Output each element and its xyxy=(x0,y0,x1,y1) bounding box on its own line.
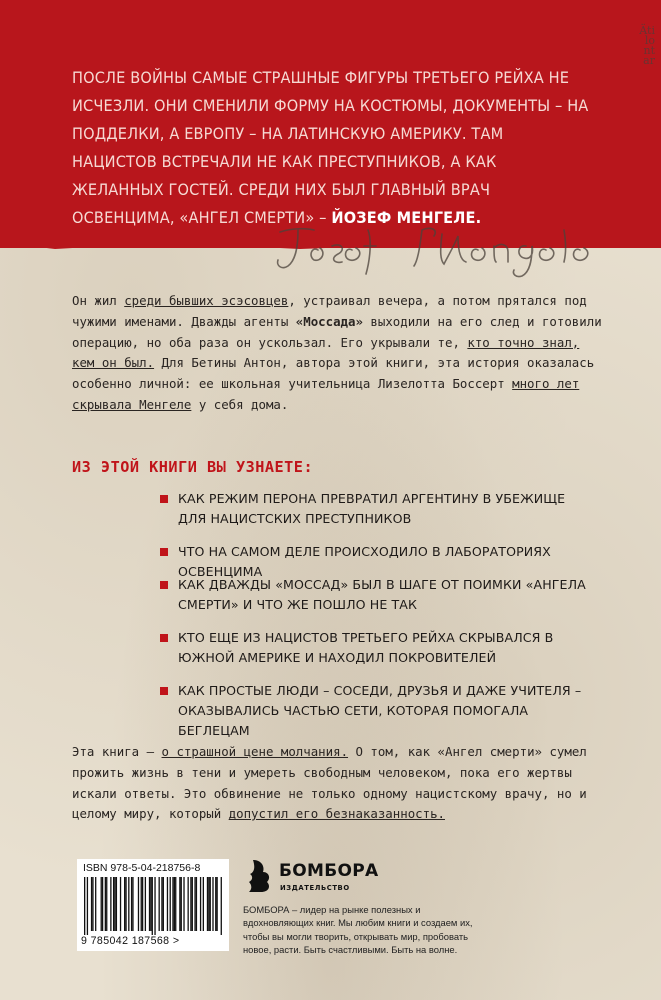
paragraph-conclusion xyxy=(72,742,602,825)
p2-text-2: О том, как «Ангел смерти» сумел прожить жизнь в тени и умереть свободным человеком, пока его жертвы искали ответы. Это обвинение не только одному нацистскому врачу, но и целому миру, который xyxy=(72,744,587,822)
publisher-name: БОМБОРА xyxy=(279,861,379,881)
bullet-square-icon xyxy=(160,581,168,589)
barcode-bar xyxy=(154,877,155,935)
publisher-sub: ИЗДАТЕЛЬСТВО xyxy=(280,884,350,892)
barcode-bar xyxy=(212,877,213,931)
barcode-bar xyxy=(131,877,132,931)
bullet-square-icon xyxy=(160,687,168,695)
barcode-bars xyxy=(84,877,222,935)
barcode-bar xyxy=(167,877,168,931)
barcode-bar xyxy=(92,877,93,931)
intro-text xyxy=(72,64,592,232)
barcode-bar xyxy=(200,877,201,931)
barcode-bar xyxy=(192,877,193,931)
barcode-digits: 9 785042 187568 > xyxy=(81,935,180,947)
barcode-bar xyxy=(105,877,106,931)
barcode-bar xyxy=(208,877,209,931)
barcode-bar xyxy=(207,877,208,931)
bullet-square-icon xyxy=(160,495,168,503)
publisher-logo xyxy=(247,858,397,898)
list-item xyxy=(172,575,592,615)
p1-text-2: , устраивал вечера, а потом прятался под чужими именами. Дважды агенты xyxy=(72,293,587,329)
barcode-bar xyxy=(110,877,111,931)
barcode-bar xyxy=(114,877,115,931)
p1-text-4: Для Бетины Антон, автора этой книги, эта история оказалась особенно личной: ее школьная учительница Лизелотта Боссерт xyxy=(72,355,595,392)
barcode-bar xyxy=(152,877,153,935)
barcode-bar xyxy=(159,877,160,931)
p1-bold-mossad: «Моссада» xyxy=(295,313,363,329)
barcode-bar xyxy=(175,877,176,931)
barcode-bar xyxy=(194,877,195,931)
bombora-wave-icon xyxy=(247,858,271,894)
barcode-bar xyxy=(210,877,211,931)
p2-text-1: Эта книга — xyxy=(72,744,162,759)
barcode-bar xyxy=(221,877,222,935)
barcode-bar xyxy=(161,877,162,931)
barcode-bar xyxy=(172,877,173,931)
barcode-bar xyxy=(128,877,129,931)
barcode-bar xyxy=(116,877,117,931)
barcode-bar xyxy=(174,877,175,931)
bullet-text: КАК РЕЖИМ ПЕРОНА ПРЕВРАТИЛ АРГЕНТИНУ В УБЕЖИЩЕ ДЛЯ НАЦИСТСКИХ ПРЕСТУПНИКОВ xyxy=(178,491,566,526)
handwritten-signature xyxy=(272,216,632,280)
barcode-bar xyxy=(216,877,217,931)
barcode-bar xyxy=(132,877,133,931)
bullet-text: КТО ЕЩЕ ИЗ НАЦИСТОВ ТРЕТЬЕГО РЕЙХА СКРЫВАЛСЯ В ЮЖНОЙ АМЕРИКЕ И НАХОДИЛ ПОКРОВИТЕЛЕЙ xyxy=(178,630,554,665)
bullet-text: КАК ДВАЖДЫ «МОССАД» БЫЛ В ШАГЕ ОТ ПОИМКИ «АНГЕЛА СМЕРТИ» И ЧТО ЖЕ ПОШЛО НЕ ТАК xyxy=(178,577,586,612)
bullet-text: КАК ПРОСТЫЕ ЛЮДИ – СОСЕДИ, ДРУЗЬЯ И ДАЖЕ УЧИТЕЛЯ – ОКАЗЫВАЛИСЬ ЧАСТЬЮ СЕТИ, КОТОРАЯ ПОМОГАЛА БЕГЛЕЦАМ xyxy=(178,683,582,738)
barcode-bar xyxy=(188,877,189,931)
barcode-bar xyxy=(183,877,184,931)
barcode-bar xyxy=(113,877,114,931)
barcode-bar xyxy=(203,877,204,931)
barcode-bar xyxy=(124,877,125,931)
list-item xyxy=(172,681,592,741)
isbn-label: ISBN 978-5-04-218756-8 xyxy=(83,862,201,874)
barcode-bar xyxy=(91,877,92,931)
p2-underline-2: допустил его безнаказанность. xyxy=(228,806,445,822)
barcode-bar xyxy=(190,877,191,931)
barcode-bar xyxy=(106,877,107,931)
barcode-bar xyxy=(120,877,121,931)
list-item xyxy=(172,628,592,668)
barcode-bar xyxy=(87,877,88,935)
barcode-bar xyxy=(142,877,143,931)
paragraph-story xyxy=(72,291,602,416)
barcode-bar xyxy=(170,877,171,931)
corner-handwriting: Äti lo nt ar xyxy=(639,24,655,67)
intro-main: ПОСЛЕ ВОЙНЫ САМЫЕ СТРАШНЫЕ ФИГУРЫ ТРЕТЬЕГО РЕЙХА НЕ ИСЧЕЗЛИ. ОНИ СМЕНИЛИ ФОРМУ НА КОСТЮМЫ, ДОКУМЕНТЫ – НА ПОДДЕЛКИ, А ЕВРОПУ – НА ЛАТИНСКУЮ АМЕРИКУ. ТАМ НАЦИСТОВ ВСТРЕЧАЛИ НЕ КАК ПРЕСТУПНИКОВ, А КАК ЖЕЛАННЫХ ГОСТЕЙ. СРЕДИ НИХ БЫЛ ГЛАВНЫЙ ВРАЧ ОСВЕНЦИМА, «АНГЕЛ СМЕРТИ» – xyxy=(72,68,589,227)
p1-text-1: Он жил xyxy=(72,293,125,308)
barcode-bar xyxy=(196,877,197,931)
barcode-bar xyxy=(95,877,96,931)
barcode-bar xyxy=(149,877,150,931)
barcode-bar xyxy=(163,877,164,931)
publisher-blurb: БОМБОРА – лидер на рынке полезных и вдохновляющих книг. Мы любим книги и создаем их, чтобы вы могли творить, открывать мир, пробовать новое, расти. Быть счастливыми. Быть на волне. xyxy=(243,904,473,955)
bullet-square-icon xyxy=(160,548,168,556)
barcode-bar xyxy=(84,877,85,935)
barcode-bar xyxy=(145,877,146,931)
barcode-bar xyxy=(101,877,102,931)
barcode-bar xyxy=(215,877,216,931)
barcode-bar xyxy=(125,877,126,931)
barcode-bar xyxy=(141,877,142,931)
bullet-text: ЧТО НА САМОМ ДЕЛЕ ПРОИСХОДИЛО В ЛАБОРАТОРИЯХ ОСВЕНЦИМА xyxy=(178,544,551,579)
p1-text-5: у себя дома. xyxy=(191,396,289,412)
section-heading: ИЗ ЭТОЙ КНИГИ ВЫ УЗНАЕТЕ: xyxy=(72,458,314,476)
p1-underline-2: кто точно знал, кем он был. xyxy=(72,334,580,371)
barcode-bar xyxy=(138,877,139,931)
barcode-bar xyxy=(179,877,180,931)
p1-text-3: выходили на его след и готовили операцию, но оба раза он ускользал. Его укрывали те, xyxy=(72,313,602,350)
bullet-square-icon xyxy=(160,634,168,642)
p1-underline-3: много лет скрывала Менгеле xyxy=(72,376,580,412)
barcode-bar xyxy=(181,877,182,931)
p1-underline-1: среди бывших эсэсовцев xyxy=(124,293,289,308)
barcode-bar xyxy=(102,877,103,931)
intro-name: ЙОЗЕФ МЕНГЕЛЕ. xyxy=(331,208,482,227)
list-item xyxy=(172,489,592,529)
p2-underline-1: о страшной цене молчания. xyxy=(161,744,349,759)
barcode-bar xyxy=(150,877,151,931)
barcode-block xyxy=(77,859,229,951)
